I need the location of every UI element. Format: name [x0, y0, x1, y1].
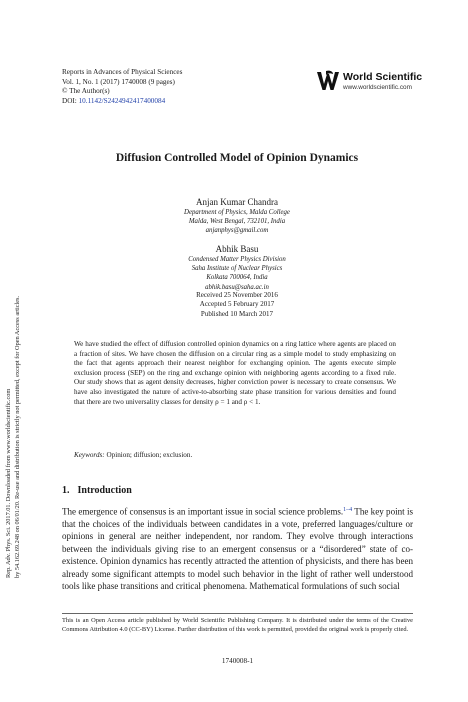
author-email[interactable]: abhik.basu@saha.ac.in — [205, 283, 269, 291]
author-email[interactable]: anjanphys@gmail.com — [205, 227, 269, 235]
author-affiliation-line: Malda, West Bengal, 732101, India — [188, 218, 286, 226]
download-watermark-line-2: by 54.162.69.248 on 06/01/20. Re-use and distribution is strictly not permitted, except for Open Access articles. — [14, 295, 21, 578]
section-title: Introduction — [77, 485, 132, 496]
author-affiliation-line: Department of Physics, Malda College — [184, 209, 290, 216]
doi-label: DOI: — [62, 96, 77, 105]
publication-dates — [62, 291, 412, 319]
world-scientific-logo-icon — [316, 70, 340, 92]
section-number: 1. — [62, 485, 70, 496]
intro-text-rest: The key point is that the choices of the individuals between candidates in a vote, preferred languages/culture or opinions in general are neither independent, nor random. They evolve through interactions between the individuals giving rise to an emergent consensus or a “disordered” state of co-existence. Opinion dynamics has recently attracted the attention of physicists, and there has been already some significant attempts to model such behavior in the light of rather well understood tools like phase transitions and critical phenomena. Mathematical formulations of such social — [62, 506, 413, 591]
download-watermark-line-1: Rep. Adv. Phys. Sci. 2017.01. Downloaded from www.worldscientific.com — [5, 388, 12, 578]
author-name: Abhik Basu — [215, 244, 259, 254]
journal-name: Reports in Advances of Physical Sciences — [62, 68, 183, 76]
intro-text-start: The emergence of consensus is an important issue in social science problems. — [62, 506, 344, 517]
published-date: Published 10 March 2017 — [200, 309, 274, 318]
journal-volume: Vol. 1, No. 1 (2017) 1740008 (9 pages) — [62, 77, 175, 86]
author-name: Anjan Kumar Chandra — [196, 197, 278, 207]
author-affiliation-line: Saha Institute of Nuclear Physics — [191, 265, 283, 273]
author-affiliation-line: Kolkata 700064, India — [206, 274, 268, 282]
author-affiliation-line: Condensed Matter Physics Division — [188, 256, 286, 263]
doi-line — [62, 97, 182, 107]
introduction-paragraph — [62, 504, 413, 592]
publisher-logo — [316, 70, 428, 96]
author-block-1 — [62, 196, 412, 236]
publisher-url[interactable]: www.worldscientific.com — [343, 84, 412, 91]
author-block-2 — [62, 243, 412, 292]
citation-link[interactable]: 1–4 — [343, 507, 353, 513]
section-heading — [62, 485, 132, 496]
copyright-line: © The Author(s) — [62, 87, 110, 96]
keywords — [74, 451, 396, 461]
abstract: We have studied the effect of diffusion controlled opinion dynamics on a ring lattice where agents are placed on a fraction of sites. We have chosen the diffusion on a circular ring as a simple model to study emphasizing on the fact that agents approach their nearest neighbor for exchanging opinion. The agents execute simple exclusion process (SEP) on the ring and exchange opinion with neighboring agents according to a fixed rule. Our study shows that as agent density decreases, higher conviction power is necessary to create consensus. We have also investigated the nature of active-to-absorbing state phase transition for various densities and found that there are two universality classes for density ρ = 1 and ρ < 1. — [74, 340, 396, 406]
journal-header — [62, 68, 182, 106]
download-watermark — [4, 198, 34, 578]
publisher-name: World Scientific — [343, 71, 423, 83]
open-access-footnote: This is an Open Access article published by World Scientific Publishing Company. It is distributed under the terms of the Creative Commons Attribution 4.0 (CC-BY) License. Further distribution of this work is permitted, provided the original work is properly cited. — [62, 617, 413, 633]
keywords-label: Keywords: — [74, 451, 105, 459]
received-date: Received 25 November 2016 — [196, 291, 278, 299]
page-number: 1740008-1 — [221, 657, 254, 665]
accepted-date: Accepted 5 February 2017 — [199, 300, 275, 309]
keywords-text: Opinion; diffusion; exclusion. — [106, 451, 193, 459]
doi-link[interactable]: 10.1142/S2424942417400084 — [78, 96, 166, 105]
footnote-divider — [62, 613, 413, 614]
paper-title: Diffusion Controlled Model of Opinion Dynamics — [115, 152, 359, 164]
